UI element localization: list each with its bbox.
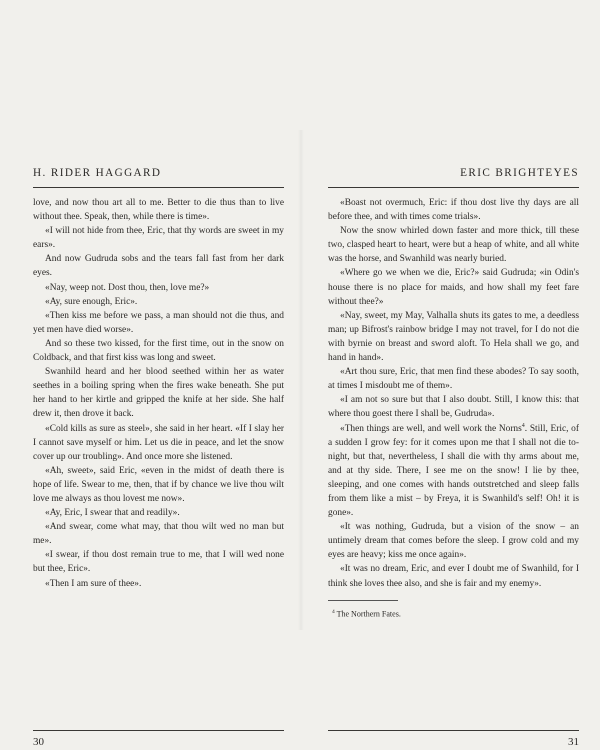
footnote-number: 4	[332, 608, 335, 615]
paragraph: «Nay, weep not. Dost thou, then, love me?»	[45, 282, 210, 293]
paragraph: Swanhild heard and her blood seethed within her as water seethes in a boiling spring when the fires wake beneath. She put her hand to her kirtle and gripped the knife at her side. She half drew it, then drove it back.	[33, 367, 284, 420]
paragraph: «Ay, Eric, I swear that and readily».	[45, 508, 180, 519]
paragraph-text: «I am not so sure but that I also doubt. Still, I know this: that where thou goest there I shall be, Gudruda».	[328, 395, 579, 420]
paragraph: «Then kiss me before we pass, a man should not die thus, and yet men have died worse».	[33, 310, 284, 335]
paragraph: And now Gudruda sobs and the tears fall fast from her dark eyes.	[33, 254, 284, 279]
paragraph: «Then I am sure of thee».	[45, 578, 142, 589]
paragraph-text: . Still, Eric, of a sudden I grow fey: for it comes upon me that I shall not die to-night, but that, nevertheless, I shall die with thy arms about me, and at thy side. There, I see me on the snow! I lie by thee, sleeping, and one comes with hands outstretched and sleep falls from them like a mist – by Freya, it is Swanhild's self! Oh! it is gone».	[328, 423, 579, 519]
left-page-text	[33, 196, 284, 591]
paragraph-text: Now the snow whirled down faster and more thick, till these two, clasped heart to heart, were but a heap of white, and all white was the horse, and Swanhild was nearly buried.	[328, 226, 579, 265]
paragraph: «Cold kills as sure as steel», she said in her heart. «If I slay her I cannot save myself or him. Let us die in peace, and let the snow cover up our troubling». And once more she listened.	[33, 423, 284, 462]
paragraph-text: «It was no dream, Eric, and ever I doubt me of Swanhild, for I think she loves thee also, and she is fair and my enemy».	[328, 564, 579, 589]
paragraph-text: «Where go we when we die, Eric?» said Gudruda; «in Odin's house there is no place for maids, and how shall my feet fare without thee?»	[328, 268, 579, 307]
footnote-mark: 4	[521, 422, 525, 429]
paragraph	[328, 562, 579, 590]
paragraph	[328, 196, 579, 224]
footer-rule	[328, 730, 579, 731]
paragraph-text: «It was nothing, Gudruda, but a vision of the snow – an untimely dream that comes before the sleep. I grow cold and my eyes are heavy; kiss me once again».	[328, 522, 579, 561]
paragraph: «And swear, come what may, that thou wilt wed no man but me».	[33, 522, 284, 547]
paragraph	[328, 520, 579, 562]
footnote	[328, 606, 579, 621]
paragraph: «Ay, sure enough, Eric».	[45, 296, 138, 307]
gutter-shadow	[298, 130, 304, 630]
page-number: 30	[33, 736, 44, 748]
paragraph-text: «Then things are well, and well work the Norns	[340, 423, 522, 434]
running-head: H. RIDER HAGGARD	[33, 167, 162, 179]
paragraph	[328, 309, 579, 365]
paragraph: «I will not hide from thee, Eric, that thy words are sweet in my ears».	[33, 226, 284, 251]
footer-rule	[33, 730, 284, 731]
paragraph	[328, 422, 579, 521]
paragraph	[328, 365, 579, 393]
paragraph	[328, 393, 579, 421]
paragraph	[328, 266, 579, 308]
paragraph	[328, 224, 579, 266]
paragraph-text: «Nay, sweet, my May, Valhalla shuts its gates to me, a deedless man; up Bifrost's rainbow bridge I may not travel, for I do not die with byrnie on breast and sword aloft. To Hela shall we go, and hand in hand».	[328, 310, 579, 364]
right-page	[328, 166, 579, 748]
paragraph: «Ah, sweet», said Eric, «even in the midst of death there is hope of life. Swear to me, then, that if by chance we live thou wilt love me always as thou lovest me now».	[33, 465, 284, 504]
paragraph: «I swear, if thou dost remain true to me, that I will wed none but thee, Eric».	[33, 550, 284, 575]
header-rule	[33, 187, 284, 188]
paragraph: And so these two kissed, for the first time, out in the snow on Coldback, and that first kiss was long and sweet.	[33, 338, 284, 364]
paragraph: love, and now thou art all to me. Better to die thus than to live without thee. Speak, then, while there is time».	[33, 198, 284, 223]
footnote-rule	[328, 600, 398, 601]
header-rule	[328, 187, 579, 188]
footnote-text: The Northern Fates.	[336, 609, 401, 619]
left-page	[33, 166, 284, 748]
paragraph-text: «Boast not overmuch, Eric: if thou dost live thy days are all before thee, and with times come trials».	[328, 198, 579, 223]
right-page-text	[328, 196, 579, 591]
page-number: 31	[568, 736, 579, 748]
running-head: ERIC BRIGHTEYES	[460, 167, 579, 179]
paragraph-text: «Art thou sure, Eric, that men find these abodes? To say sooth, at times I misdoubt me of them».	[328, 367, 579, 392]
